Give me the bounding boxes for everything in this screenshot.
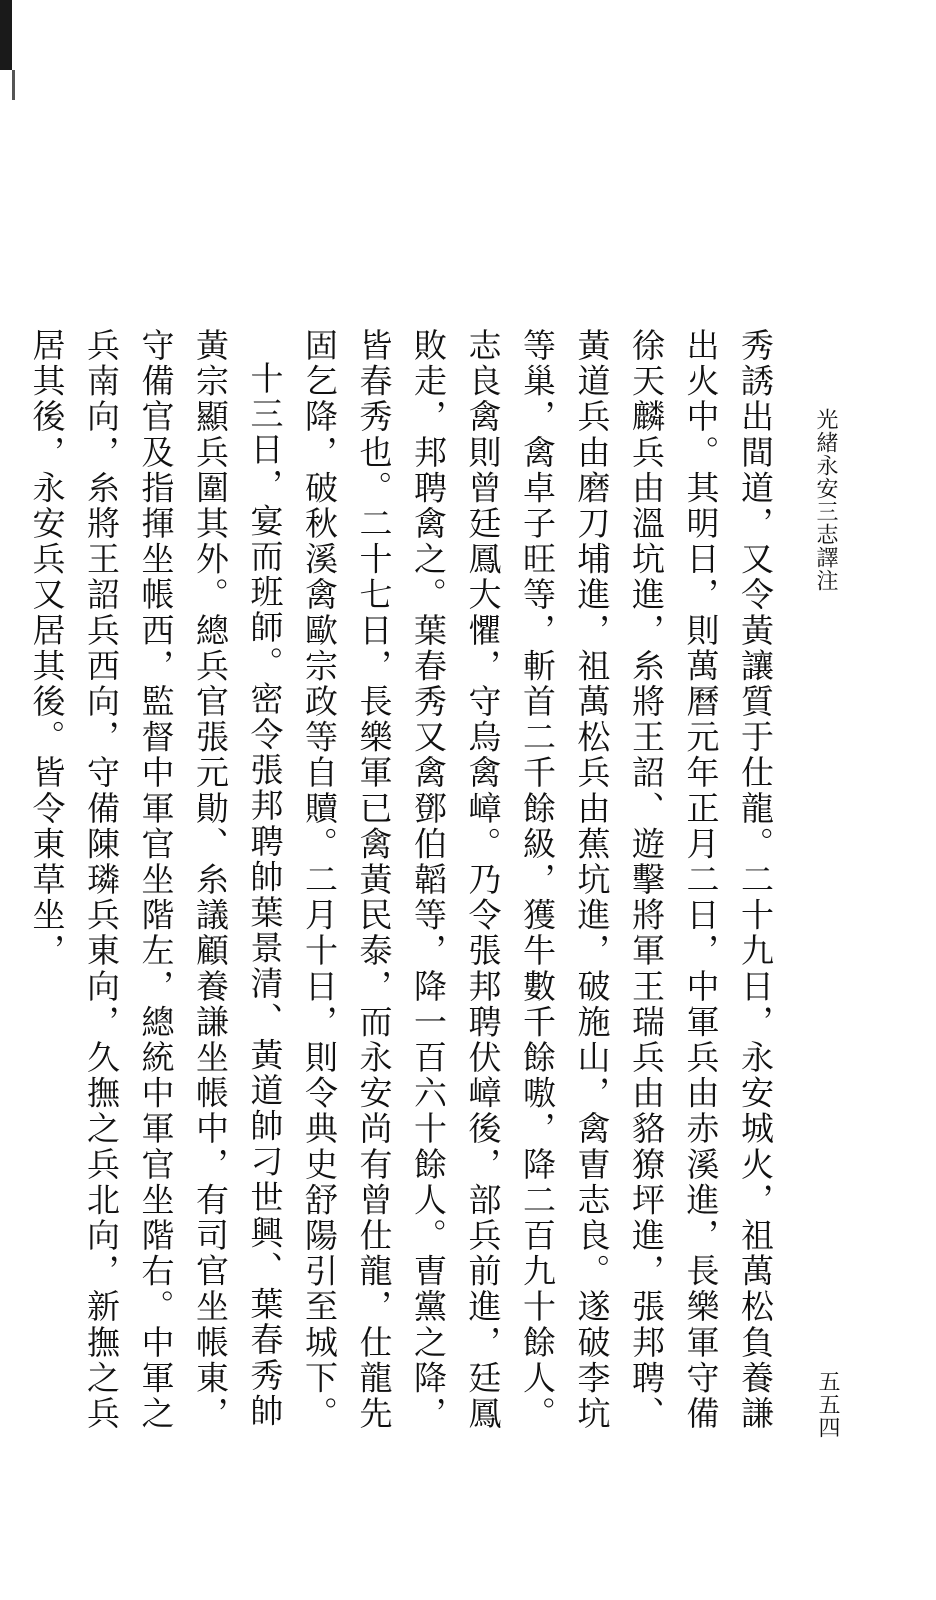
page-number: 五五四 (815, 1370, 840, 1439)
paragraph-2: 十三日，宴而班師。密令張邦聘帥葉景清、黃道帥刁世興、葉春秀帥黃宗顯兵圍其外。總兵官張元勛、糸議顧養謙坐帳中，有司官坐帳東，守備官及指揮坐帳西，監督中軍官坐階左，總統中軍官坐階右。中軍之兵南向，糸將王詔兵西向，守備陳璘兵東向，久撫之兵北向，新撫之兵居其後，永安兵又居其後。皆令東草坐， (27, 328, 285, 1432)
scan-mark (12, 70, 15, 100)
body-text (27, 328, 782, 1448)
paragraph-1: 秀誘出間道，又令黃讓質于仕龍。二十九日，永安城火，祖萬松負養謙出火中。其明日，則萬曆元年正月二日，中軍兵由赤溪進，長樂軍守備徐天麟兵由溫坑進，糸將王詔、遊擊將軍王瑞兵由貉獠坪進，張邦聘、黃道兵由磨刀埔進，祖萬松兵由蕉坑進，破施山，禽曺志良。遂破李坑等巢，禽卓子旺等，斬首二千餘級，獲牛數千餘嗷，降二百九十餘人。志良禽則曾廷鳳大懼，守烏禽嶂。乃令張邦聘伏嶂後，部兵前進，廷鳳敗走，邦聘禽之。葉春秀又禽鄧伯韜等，降一百六十餘人。曺黨之降，皆春秀也。二十七日，長樂軍已禽黃民泰，而永安尚有曾仕龍，仕龍先固乞降，破秋溪禽歐宗政等自贖。二月十日，則令典史舒陽引至城下。 (300, 328, 775, 1432)
page-edge-shadow (0, 0, 12, 70)
running-title: 光緒永安三志譯注 (813, 408, 838, 592)
